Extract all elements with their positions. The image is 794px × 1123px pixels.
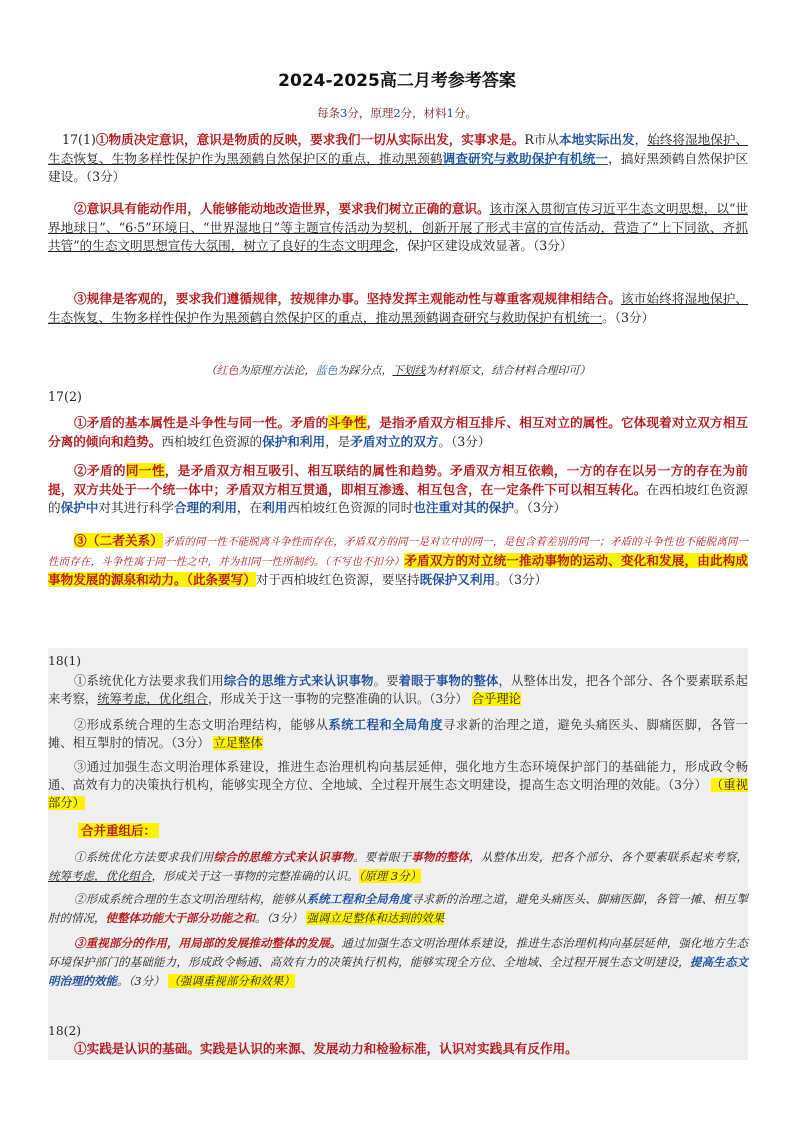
merged-point-3 <box>48 934 748 991</box>
key-point-text: 保护中 <box>60 500 99 516</box>
answer-text: 。要着眼于 <box>352 850 412 864</box>
answer-text: ①系统优化方法要求我们用 <box>74 674 224 688</box>
principle-text: ，是指矛盾双方相互排斥、相互对立的属性。它体现着对立双方相互分离的倾向和趋势。 <box>48 415 749 449</box>
scoring-text: 分，材料 <box>400 106 447 120</box>
answer-text: ，从整体出发，把各个部分、各个要素联系起来考察， <box>48 674 748 706</box>
highlight-term: ③（二者关系） <box>74 533 164 548</box>
tag-label: （重视部分） <box>48 778 748 810</box>
note-text: 为踩分点， <box>337 364 393 377</box>
scoring-number: 2 <box>393 106 401 120</box>
answer-text: 寻求新的治理之道，避免头痛医头、脚痛医脚，各管一摊、相互掣肘的情况， <box>48 892 749 925</box>
note-text: （ <box>205 364 217 377</box>
key-point-text: 着眼于事物的整体 <box>398 673 499 688</box>
q17-2-point-2 <box>48 462 748 518</box>
answer-text: ，是 <box>325 433 351 449</box>
answer-text: 。（3分） <box>513 500 567 516</box>
key-point-text: 调查研究与救助保护有机统一 <box>442 150 609 166</box>
answer-text: 通过加强生态文明治理体系建设，推进生态治理机构向基层延伸，强化地方生态环境保护部门的基础能力，形成政令畅通、高效有力的决策执行机构，能够实现全方位、全地域、全过程开展生态文明建设， <box>48 936 748 969</box>
q17-1-point-1 <box>48 131 748 187</box>
question-label: 17(1) <box>62 132 96 147</box>
scoring-text: 每条 <box>317 106 340 120</box>
q18-1-label: 18(1) <box>48 654 82 668</box>
answer-text: 。（3分） <box>117 974 165 988</box>
answer-text: ，在 <box>236 500 263 516</box>
answer-text: ，形成关于这一事物的完整准确的认识。 <box>151 869 359 883</box>
principle-text: 综合的思维方式来认识事物 <box>213 850 353 864</box>
answer-text: ，保护区建设成效显著。（3分） <box>394 238 573 254</box>
answer-text: 。（3分） <box>438 433 491 449</box>
answer-text: 寻求新的治理之道，避免头痛医头、脚痛医脚，各管一摊、相互掣肘的情况。（3分） <box>48 718 748 750</box>
key-point-text: 保护和利用 <box>262 433 326 449</box>
merged-heading <box>78 822 159 841</box>
key-point-text: 系统工程和全局角度 <box>328 717 444 732</box>
answer-text: ③通过加强生态文明治理体系建设，推进生态治理机构向基层延伸，强化地方生态环境保护部门的基础能力，形成政令畅通、高效有力的决策执行机构，能够实现全方位、全地域、全过程开展生态文明建设，提高生态文明治理的效能。（3分） <box>48 760 748 792</box>
principle-text: ②矛盾的 <box>74 463 126 478</box>
answer-text: ，从整体出发，把各个部分、各个要素联系起来考察， <box>469 850 749 864</box>
tag-label: （强调重视部分和效果） <box>168 974 295 988</box>
answer-text: 。（3分） <box>255 911 303 925</box>
answer-text: 。（3分） <box>495 572 548 588</box>
principle-text: ③规律是客观的，要求我们遵循规律，按规律办事。坚持发挥主观能动性与尊重客观规律相结合。 <box>74 291 621 306</box>
key-point-text: 合理的利用 <box>173 500 237 516</box>
highlight-term: 矛盾双方的对立统一推动事物的运动、变化和发展，由此构成事物发展的源泉和动力。（此条要写） <box>48 552 748 588</box>
q17-2-point-1 <box>48 414 748 451</box>
answer-text: ，形成关于这一事物的完整准确的认识。（3分） <box>207 692 468 706</box>
color-legend-note <box>48 362 748 378</box>
merged-point-1 <box>48 848 748 886</box>
key-point-text: 利用 <box>262 500 288 516</box>
note-underline-label: 下划线 <box>392 364 426 377</box>
merged-point-2 <box>48 890 748 928</box>
principle-text: ②意识具有能动作用，人能够能动地改造世界，要求我们树立正确的意识。 <box>74 201 490 216</box>
answer-text: ，搞好黑颈鹤自然保护区建设。（3分） <box>48 150 749 185</box>
answer-text: ①系统优化方法要求我们用 <box>74 850 214 864</box>
q18-2-label: 18(2) <box>48 1024 82 1038</box>
q18-1-point-2 <box>48 716 748 752</box>
page-title: 2024-2025高二月考参考答案 <box>278 71 516 91</box>
scoring-number: 1 <box>446 106 454 120</box>
merged-heading-text: 合并重组后： <box>78 823 159 838</box>
q18-1-point-1 <box>48 672 748 708</box>
material-quote: 该市深入贯彻宣传习近平生态文明思想，以“世界地球日”、“6·5”环境日、“世界湿地日”等主题宣传活动为契机，创新开展了形式丰富的宣传活动，营造了“上下同欲、齐抓共管”的生态文明思想宣传大氛围，树立了良好的生态文明理念 <box>48 201 748 254</box>
answer-text: 对于西柏坡红色资源，要坚持 <box>255 572 420 588</box>
tag-label: 立足整体 <box>213 736 263 750</box>
tag-label: 强调立足整体和达到的效果 <box>306 911 445 925</box>
note-text: 为材料原文，结合材料合理印可） <box>425 364 591 377</box>
key-point-text: 本地实际出发 <box>559 132 635 147</box>
scoring-rule <box>0 105 794 121</box>
key-point-text: 系统工程和全局角度 <box>306 892 412 906</box>
highlight-term: 同一性 <box>125 463 165 478</box>
material-quote: 统筹考虑，优化组合 <box>48 869 152 883</box>
principle-text: ①矛盾的基本属性是斗争性与同一性。矛盾的 <box>74 415 329 430</box>
principle-text: ③重视部分的作用，用局部的发展推动整体的发展。 <box>74 936 342 950</box>
answer-text: 对其进行科学 <box>98 500 174 516</box>
principle-text: ，是矛盾双方相互吸引、相互联结的属性和趋势。矛盾双方相互依赖，一方的存在以另一方的存在为前提，双方共处于一个统一体中；矛盾双方相互贯通，即相互渗透、相互包含，在一定条件下可以相互转化。 <box>48 463 748 497</box>
q17-2-point-3 <box>48 532 748 590</box>
answer-text: 。（3分） <box>602 309 655 325</box>
note-red-label: 红色 <box>216 364 239 377</box>
tag-label: 合乎理论 <box>471 692 521 706</box>
optional-text: 矛盾的同一性不能脱离斗争性而存在，矛盾双方的同一是对立中的同一，是包含着差别的同一；矛盾的斗争性也不能脱离同一性而存在，斗争性寓于同一性之中，并为扣同一性所制约。（不写也不扣分） <box>48 536 749 568</box>
q18-2-point-1 <box>48 1040 748 1059</box>
key-point-text: 综合的思维方式来认识事物 <box>223 673 374 688</box>
tag-label: （原理 3分） <box>358 869 422 883</box>
answer-text: ②形成系统合理的生态文明治理结构，能够从 <box>74 718 329 732</box>
principle-text: 事物的整体 <box>411 850 470 864</box>
principle-text: ①物质决定意识，意识是物质的反映，要求我们一切从实际出发，实事求是。 <box>95 132 525 147</box>
note-text: 为原理方法论， <box>238 364 316 377</box>
q17-1-point-2 <box>48 200 748 256</box>
q17-1-point-3 <box>48 290 748 327</box>
material-quote: 统筹考虑，优化组合 <box>97 692 208 706</box>
material-quote: 始终将湿地保护、生态恢复、生物多样性保护作为黑颈鹤自然保护区的重点，推动黑颈鹤 <box>48 132 749 166</box>
answer-text: 西柏坡红色资源的 <box>161 433 263 449</box>
q17-2-label: 17(2) <box>48 389 82 404</box>
key-point-text: 提高生态文明治理的效能 <box>48 955 749 988</box>
note-blue-label: 蓝色 <box>315 364 338 377</box>
material-quote: 该市始终将湿地保护、生态恢复、生物多样性保护作为黑颈鹤自然保护区的重点，推动黑颈鹤调查研究与救助保护有机统一 <box>48 291 749 325</box>
answer-text: ， <box>634 132 648 147</box>
key-point-text: 矛盾对立的双方 <box>350 433 439 449</box>
scoring-number: 3 <box>340 106 348 120</box>
answer-text: R市从 <box>524 132 560 147</box>
highlight-term: 斗争性 <box>328 415 367 430</box>
answer-text: 。要 <box>373 674 399 688</box>
scoring-text: 分，原理 <box>347 106 394 120</box>
answer-text: 西柏坡红色资源的同时 <box>287 500 414 516</box>
answer-text: 在西柏坡红色资源的 <box>48 481 749 516</box>
key-point-text: 既保护又利用 <box>419 572 496 588</box>
key-point-text: 也注重对其的保护 <box>413 500 514 516</box>
scoring-text: 分。 <box>453 106 477 120</box>
answer-text: ②形成系统合理的生态文明治理结构，能够从 <box>74 892 307 906</box>
principle-text: ①实践是认识的基础。实践是认识的来源、发展动力和检验标准，认识对实践具有反作用。 <box>74 1041 578 1056</box>
principle-text: 使整体功能大于部分功能之和 <box>105 911 255 925</box>
q18-1-point-3 <box>48 758 748 812</box>
